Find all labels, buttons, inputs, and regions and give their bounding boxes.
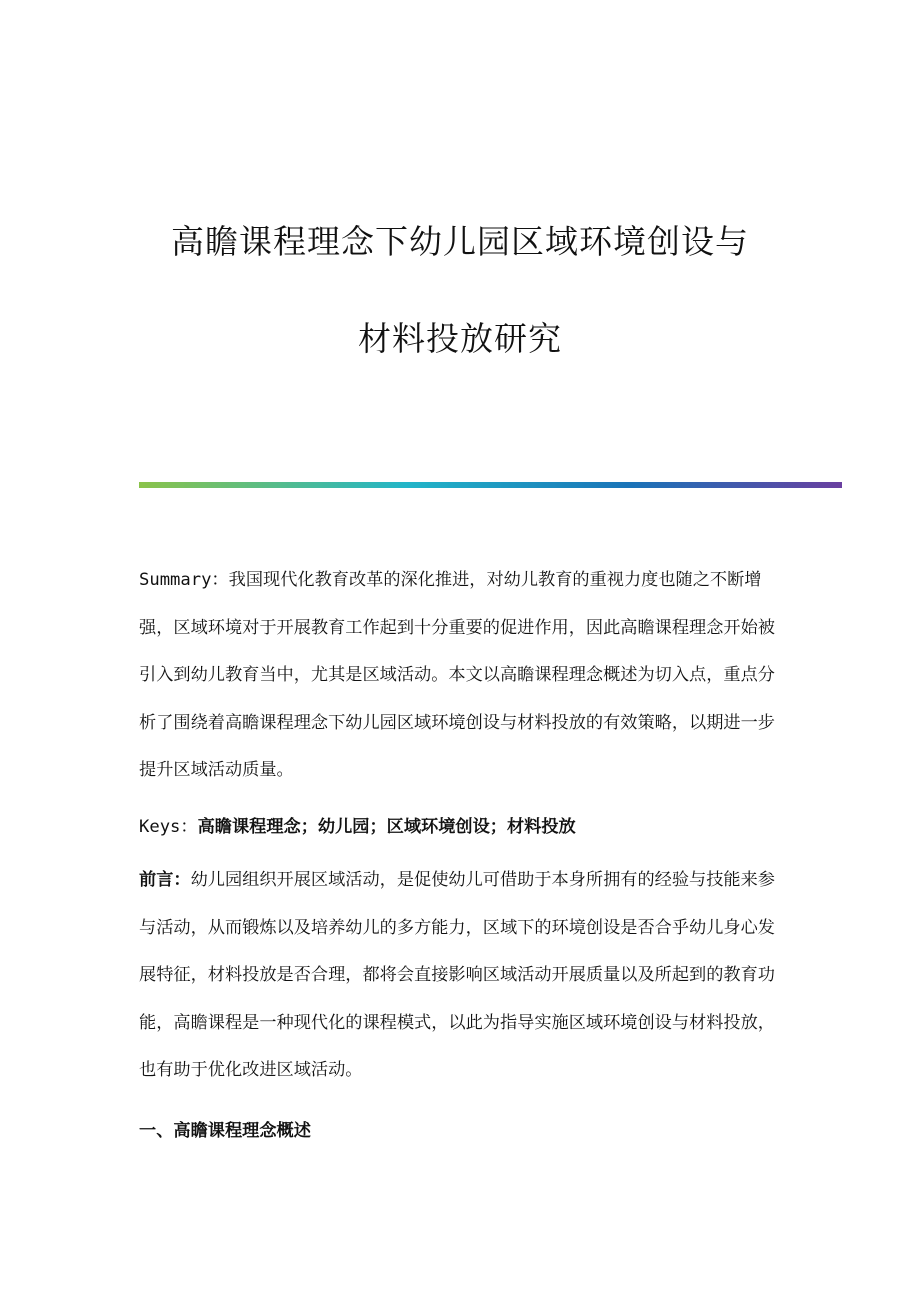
keywords-text: 高瞻课程理念；幼儿园；区域环境创设；材料投放 [197, 817, 576, 837]
keywords-label: Keys： [139, 817, 198, 837]
summary-text: 我国现代化教育改革的深化推进，对幼儿教育的重视力度也随之不断增强，区域环境对于开展教育工作起到十分重要的促进作用，因此高瞻课程理念开始被引入到幼儿教育当中，尤其是区域活动。本文以高瞻课程理念概述为切入点，重点分析了围绕着高瞻课程理念下幼儿园区域环境创设与材料投放的有效策略，以期进一步提升区域活动质量。 [139, 570, 775, 780]
gradient-divider [139, 482, 842, 488]
preface-text: 幼儿园组织开展区域活动，是促使幼儿可借助于本身所拥有的经验与技能来参与活动，从而锻炼以及培养幼儿的多方能力，区域下的环境创设是否合乎幼儿身心发展特征，材料投放是否合理，都将会直接影响区域活动开展质量以及所起到的教育功能，高瞻课程是一种现代化的课程模式，以此为指导实施区域环境创设与材料投放，也有助于优化改进区域活动。 [139, 870, 775, 1080]
summary-paragraph [139, 557, 781, 795]
document-title-line-2: 材料投放研究 [358, 319, 562, 358]
keywords-paragraph [139, 804, 781, 852]
preface-paragraph [139, 857, 781, 1095]
preface-label: 前言： [139, 870, 191, 890]
summary-label: Summary： [139, 570, 229, 590]
document-title-line-1: 高瞻课程理念下幼儿园区域环境创设与 [171, 222, 749, 261]
section-heading: 一、高瞻课程理念概述 [139, 1121, 311, 1141]
